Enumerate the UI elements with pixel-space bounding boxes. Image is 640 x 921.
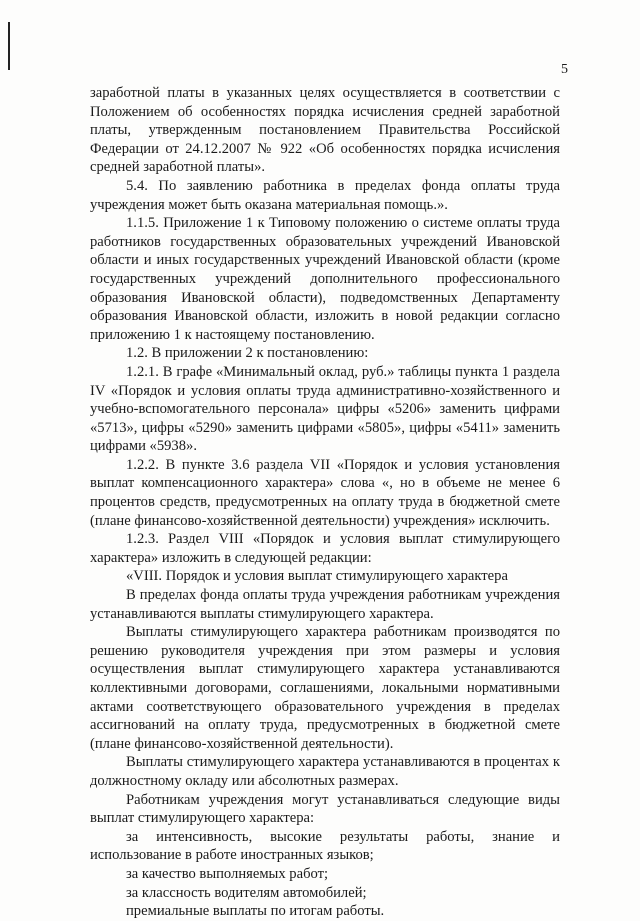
list-item-1: за интенсивность, высокие результаты работы, знание и использование в работе иностранных языков; bbox=[90, 828, 560, 864]
section-heading: «VIII. Порядок и условия выплат стимулирующего характера bbox=[126, 568, 508, 585]
paragraph-11: Выплаты стимулирующего характера устанавливаются в процентах к должностному окладу или абсолютных размерах. bbox=[90, 754, 560, 789]
paragraph-10: Выплаты стимулирующего характера работникам производятся по решению руководителя учреждения при этом размеры и условия осуществления выплат стимулирующего характера устанавливаются коллективными договорами, соглашениями, локальными нормативными актами соответствующего образовательного учреждения в пределах ассигнований на оплату труда, предусмотренных в бюджетной смете (плане финансово-хозяйственной деятельности). bbox=[90, 624, 560, 752]
paragraph-1: заработной платы в указанных целях осуществляется в соответствии с Положением об особенностях порядка исчисления средней заработной платы, утвержденным постановлением Правительства Российской Федерации от 24.12.2007 № 922 «Об особенностях порядка исчисления средней заработной платы». bbox=[90, 85, 560, 176]
paragraph-4: 1.2. В приложении 2 к постановлению: bbox=[126, 345, 369, 362]
paragraph-7: 1.2.3. Раздел VIII «Порядок и условия выплат стимулирующего характера» изложить в следующей редакции: bbox=[90, 531, 560, 566]
list-item-4: премиальные выплаты по итогам работы. bbox=[126, 903, 385, 920]
paragraph-3: 1.1.5. Приложение 1 к Типовому положению о системе оплаты труда работников государственных образовательных учреждений Ивановской области и иных государственных учреждений Ивановской области (кроме государственных учреждений дополнительного профессионального образования Ивановской области), подведомственных Департаменту образования Ивановской области, изложить в новой редакции согласно приложению 1 к настоящему постановлению. bbox=[90, 215, 560, 343]
scan-edge-mark bbox=[8, 22, 10, 70]
document-body bbox=[90, 84, 560, 921]
page-number: 5 bbox=[561, 62, 568, 77]
paragraph-6: 1.2.2. В пункте 3.6 раздела VII «Порядок и условия установления выплат компенсационного характера» слова «, но в объеме не менее 6 процентов средств, предусмотренных на оплату труда в бюджетной смете (плане финансово-хозяйственной деятельности) учреждения» исключить. bbox=[90, 456, 560, 529]
list-item-2: за качество выполняемых работ; bbox=[126, 865, 329, 882]
paragraph-9: В пределах фонда оплаты труда учреждения работникам учреждения устанавливаются выплаты стимулирующего характера. bbox=[90, 587, 560, 622]
paragraph-5: 1.2.1. В графе «Минимальный оклад, руб.» таблицы пункта 1 раздела IV «Порядок и условия оплаты труда административно-хозяйственного и учебно-вспомогательного персонала» цифры «5206» заменить цифрами «5713», цифры «5290» заменить цифрами «5805», цифры «5411» заменить цифрами «5938». bbox=[90, 363, 560, 455]
paragraph-2: 5.4. По заявлению работника в пределах фонда оплаты труда учреждения может быть оказана материальная помощь.». bbox=[90, 177, 560, 213]
paragraph-12: Работникам учреждения могут устанавливаться следующие виды выплат стимулирующего характера: bbox=[90, 791, 560, 827]
list-item-3: за классность водителям автомобилей; bbox=[126, 884, 367, 901]
